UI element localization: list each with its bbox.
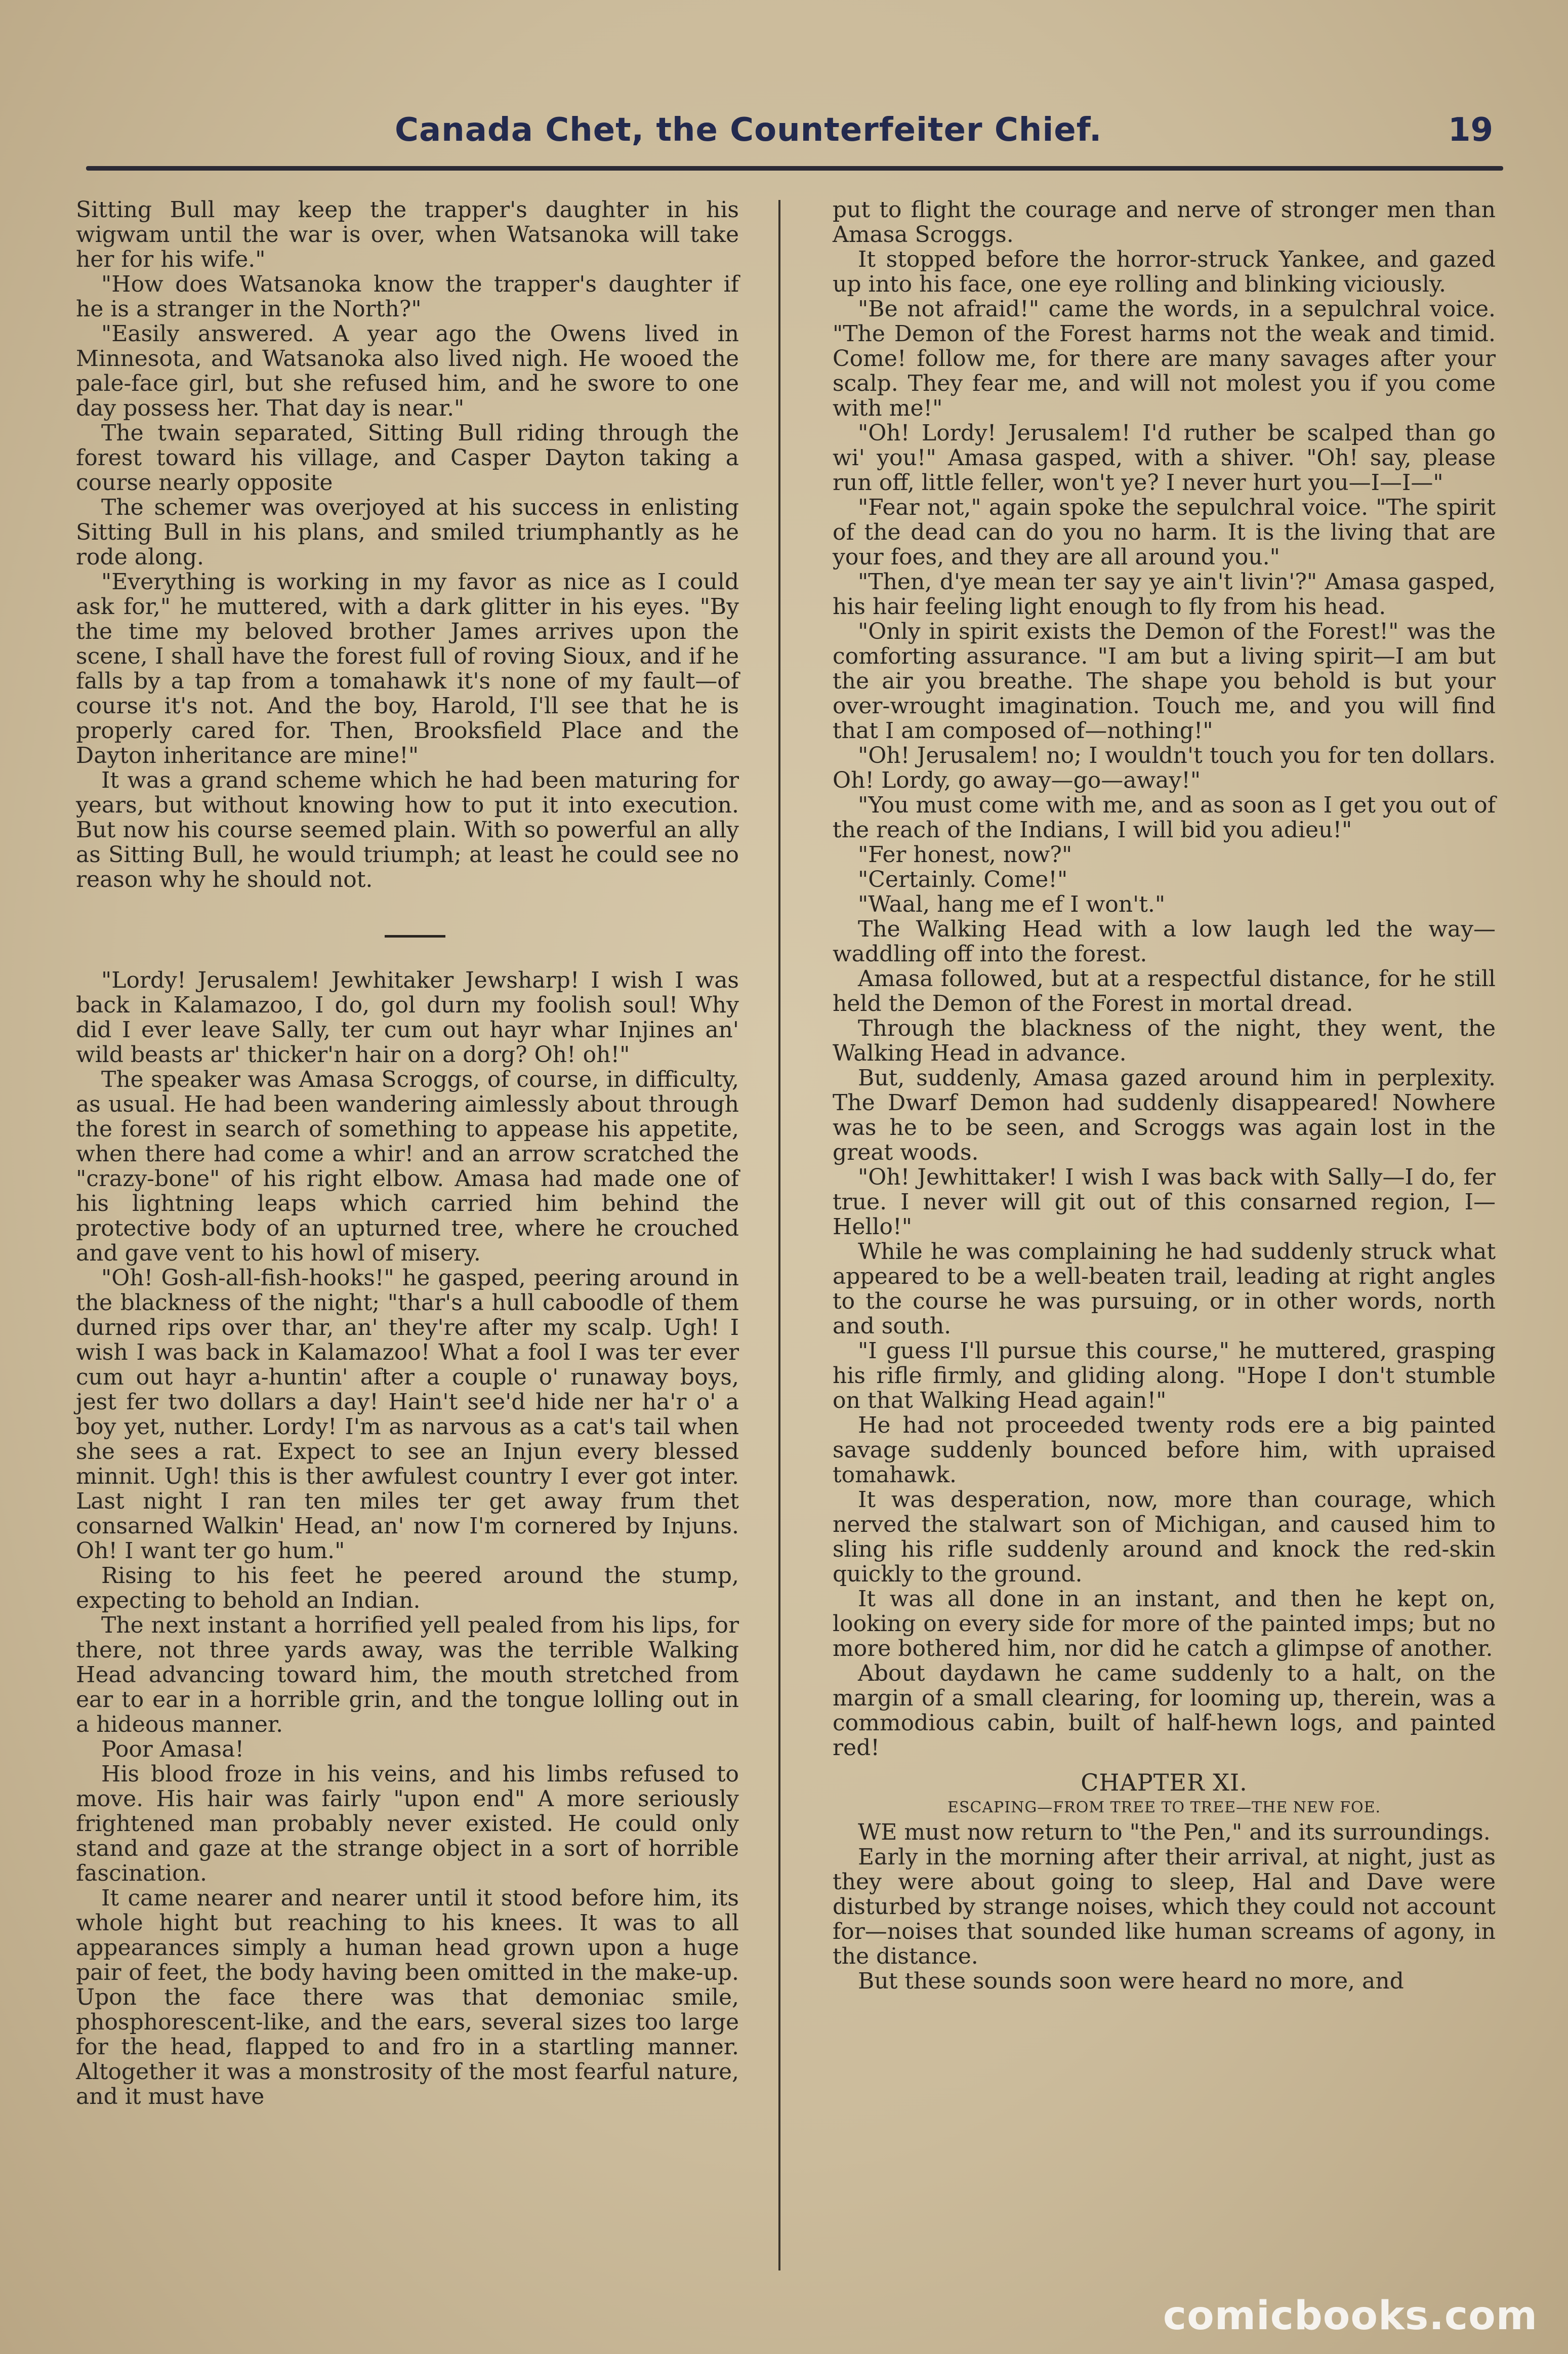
paragraph: Amasa followed, but at a respectful distance, for he still held the Demon of the Forest in mortal dread.	[833, 966, 1496, 1017]
paragraph: "Waal, hang me ef I won't."	[858, 891, 1166, 917]
paragraph: "Fear not," again spoke the sepulchral voice. "The spirit of the dead can do you no harm. It is the living that are your foes, and they are all around you."	[833, 495, 1496, 570]
paragraph: Rising to his feet he peered around the stump, expecting to behold an Indian.	[76, 1563, 739, 1613]
paragraph: Early in the morning after their arrival, at night, just as they were about going to sleep, Hal and Dave were disturbed by strange noises, which they could not account for—noises that sounded like human screams of agony, in the distance.	[833, 1844, 1496, 1969]
paragraph: Through the blackness of the night, they went, the Walking Head in advance.	[833, 1016, 1496, 1066]
paragraph: "Oh! Gosh-all-fish-hooks!" he gasped, peering around in the blackness of the night; "thar's a hull caboodle of them durned rips over thar, an' they're after my scalp. Ugh! I wish I was back in Kalamazoo! What a fool I was ter ever cum out hayr a-huntin' after a couple o' runaway boys, jest fer two dollars a day! Hain't see'd hide ner ha'r o' a boy yet, nuther. Lordy! I'm as narvous as a cat's tail when she sees a rat. Expect to see an Injun every blessed minnit. Ugh! this is ther awfulest country I ever got inter. Last night I ran ten miles ter get away frum thet consarned Walkin' Head, an' now I'm cornered by Injuns. Oh! I want ter go hum."	[76, 1265, 739, 1564]
left-column-section-2	[76, 968, 739, 2109]
page-header	[86, 106, 1503, 177]
paragraph: While he was complaining he had suddenly struck what appeared to be a well-beaten trail, leading at right angles to the course he was pursuing, or in other words, north and south.	[833, 1239, 1496, 1339]
right-column-section-2	[833, 1820, 1496, 1994]
left-column-section-1	[76, 197, 739, 892]
column-divider	[778, 200, 780, 2270]
paragraph: The Walking Head with a low laugh led the way—waddling off into the forest.	[833, 916, 1496, 967]
paragraph: "Oh! Jewhittaker! I wish I was back with Sally—I do, fer true. I never will git out of this consarned region, I— Hello!"	[833, 1164, 1496, 1240]
paragraph: "I guess I'll pursue this course," he muttered, grasping his rifle firmly, and gliding along. "Hope I don't stumble on that Walking Head again!"	[833, 1338, 1496, 1413]
paragraph: "Be not afraid!" came the words, in a sepulchral voice. "The Demon of the Forest harms not the weak and timid. Come! follow me, for there are many savages after your scalp. They fear me, and will not molest you if you come with me!"	[833, 296, 1496, 421]
right-column	[833, 197, 1496, 1994]
left-column	[76, 197, 739, 2109]
paragraph: The twain separated, Sitting Bull riding through the forest toward his village, and Casper Dayton taking a course nearly opposite	[76, 420, 739, 496]
paragraph: But, suddenly, Amasa gazed around him in perplexity. The Dwarf Demon had suddenly disappeared! Nowhere was he to be seen, and Scroggs was again lost in the great woods.	[833, 1065, 1496, 1165]
paragraph: It was all done in an instant, and then he kept on, looking on every side for more of the painted imps; but no more bothered him, nor did he catch a glimpse of another.	[833, 1586, 1496, 1661]
paragraph: It was desperation, now, more than courage, which nerved the stalwart son of Michigan, and caused him to sling his rifle suddenly around and knock the red-skin quickly to the ground.	[833, 1487, 1496, 1587]
header-rule	[86, 166, 1503, 171]
right-column-section-1	[833, 197, 1496, 1760]
paragraph: It stopped before the horror-struck Yankee, and gazed up into his face, one eye rolling and blinking viciously.	[833, 247, 1496, 297]
paragraph: "Everything is working in my favor as nice as I could ask for," he muttered, with a dark glitter in his eyes. "By the time my beloved brother James arrives upon the scene, I shall have the forest full of roving Sioux, and if he falls by a tap from a tomahawk it's none of my fault—of course it's not. And the boy, Harold, I'll see that he is properly cared for. Then, Brooksfield Place and the Dayton inheritance are mine!"	[76, 569, 739, 768]
paragraph: WE must now return to "the Pen," and its surroundings.	[858, 1819, 1491, 1845]
paragraph: His blood froze in his veins, and his limbs refused to move. His hair was fairly "upon end" A more seriously frightened man probably never existed. He could only stand and gaze at the strange object in a sort of horrible fascination.	[76, 1761, 739, 1886]
paragraph: It came nearer and nearer until it stood before him, its whole hight but reaching to his knees. It was to all appearances simply a human head grown upon a huge pair of feet, the body having been omitted in the make-up. Upon the face there was that demoniac smile, phosphorescent-like, and the ears, several sizes too large for the head, flapped to and fro in a startling manner. Altogether it was a monstrosity of the most fearful nature, and it must have	[76, 1885, 739, 2109]
paragraph: "Lordy! Jerusalem! Jewhitaker Jewsharp! I wish I was back in Kalamazoo, I do, gol durn my foolish soul! Why did I ever leave Sally, ter cum out hayr whar Injines an' wild beasts ar' thicker'n hair on a dorg? Oh! oh!"	[76, 967, 739, 1068]
paragraph: "Then, d'ye mean ter say ye ain't livin'?" Amasa gasped, his hair feeling light enough to fly from his head.	[833, 569, 1496, 620]
running-title: Canada Chet, the Counterfeiter Chief.	[395, 111, 1102, 149]
section-break	[76, 892, 739, 968]
section-break-rule	[385, 935, 445, 938]
paragraph: But these sounds soon were heard no more, and	[858, 1968, 1404, 1994]
paragraph: It was a grand scheme which he had been maturing for years, but without knowing how to put it into execution. But now his course seemed plain. With so powerful an ally as Sitting Bull, he would triumph; at least he could see no reason why he should not.	[76, 767, 739, 892]
page-number: 19	[1448, 111, 1493, 149]
paragraph: "How does Watsanoka know the trapper's daughter if he is a stranger in the North?"	[76, 271, 739, 322]
paragraph: "You must come with me, and as soon as I get you out of the reach of the Indians, I will bid you adieu!"	[833, 792, 1496, 843]
paragraph: "Fer honest, now?"	[858, 842, 1072, 868]
paragraph: "Certainly. Come!"	[858, 867, 1068, 892]
paragraph: About daydawn he came suddenly to a halt, on the margin of a small clearing, for looming up, therein, was a commodious cabin, built of half-hewn logs, and painted red!	[833, 1660, 1496, 1761]
paragraph: The speaker was Amasa Scroggs, of course, in difficulty, as usual. He had been wandering aimlessly about through the forest in search of something to appease his appetite, when there had come a whir! and an arrow scratched the "crazy-bone" of his right elbow. Amasa had made one of his lightning leaps which carried him behind the protective body of an upturned tree, where he crouched and gave vent to his howl of misery.	[76, 1067, 739, 1266]
paragraph: "Oh! Lordy! Jerusalem! I'd ruther be scalped than go wi' you!" Amasa gasped, with a shiver. "Oh! say, please run off, little feller, won't ye? I never hurt you—I—I—"	[833, 420, 1496, 496]
paragraph: "Oh! Jerusalem! no; I wouldn't touch you for ten dollars. Oh! Lordy, go away—go—away!"	[833, 743, 1496, 793]
paragraph: The schemer was overjoyed at his success in enlisting Sitting Bull in his plans, and smiled triumphantly as he rode along.	[76, 495, 739, 570]
watermark: comicbooks.com	[1163, 2293, 1538, 2339]
chapter-heading: CHAPTER XI.	[1081, 1769, 1248, 1796]
paragraph: "Only in spirit exists the Demon of the Forest!" was the comforting assurance. "I am but a living spirit—I am but the air you breathe. The shape you behold is but your over-wrought imagination. Touch me, and you will find that I am composed of—nothing!"	[833, 619, 1496, 744]
paragraph: Poor Amasa!	[101, 1736, 244, 1762]
paragraph: put to flight the courage and nerve of stronger men than Amasa Scroggs.	[833, 197, 1496, 248]
paragraph: The next instant a horrified yell pealed from his lips, for there, not three yards away, was the terrible Walking Head advancing toward him, the mouth stretched from ear to ear in a horrible grin, and the tongue lolling out in a hideous manner.	[76, 1612, 739, 1737]
chapter-subtitle: ESCAPING—FROM TREE TO TREE—THE NEW FOE.	[947, 1799, 1381, 1816]
paragraph: Sitting Bull may keep the trapper's daughter in his wigwam until the war is over, when Watsanoka will take her for his wife."	[76, 197, 739, 272]
paragraph: He had not proceeded twenty rods ere a big painted savage suddenly bounced before him, with upraised tomahawk.	[833, 1412, 1496, 1488]
paragraph: "Easily answered. A year ago the Owens lived in Minnesota, and Watsanoka also lived nigh. He wooed the pale-face girl, but she refused him, and he swore to one day possess her. That day is near."	[76, 321, 739, 421]
